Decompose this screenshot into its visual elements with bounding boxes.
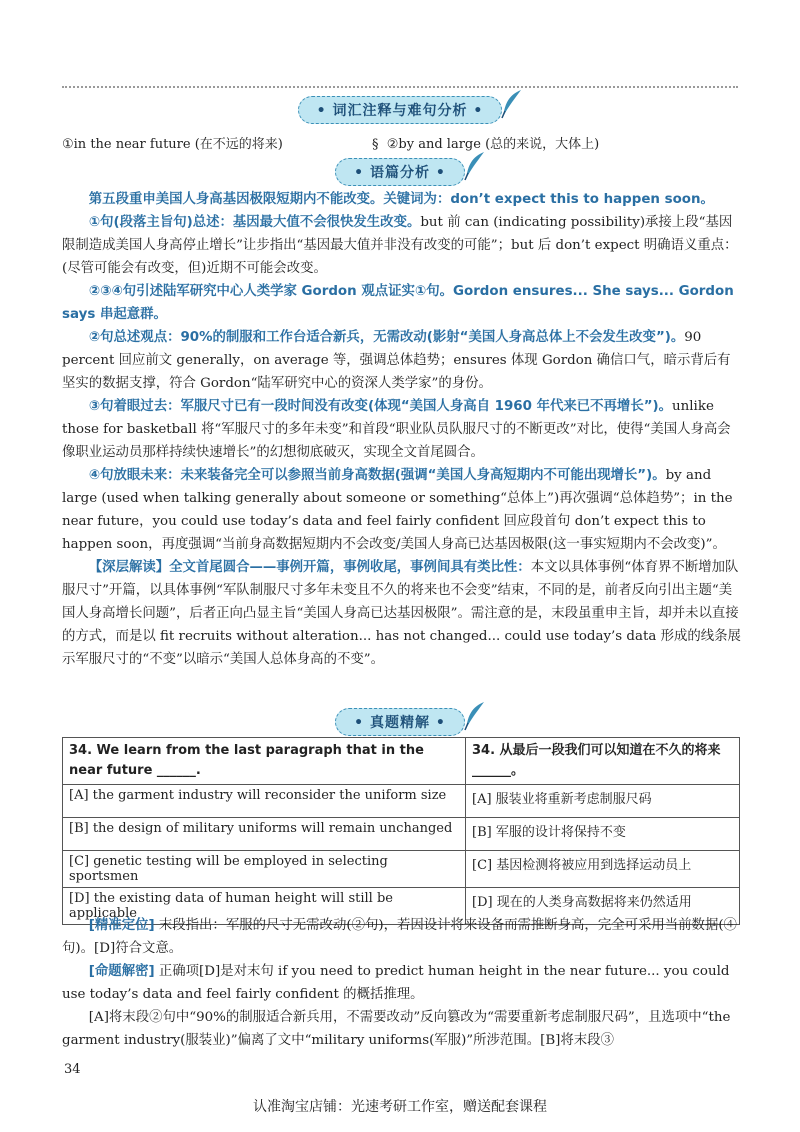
quill-icon xyxy=(499,89,523,119)
p1-summary: ①句(段落主旨句)总述：基因最大值不会很快发生改变。 xyxy=(88,215,421,230)
option-row-b xyxy=(63,818,740,851)
option-a-en: [A] the garment industry will reconsider the uniform size xyxy=(63,785,466,818)
exam-banner-title: • 真题精解 • xyxy=(354,715,446,731)
question-stem-en: 34. We learn from the last paragraph that in the near future ______. xyxy=(63,738,466,785)
deep-reading-text: 本文以具体事例“体育界不断增加队服尺寸”开篇，以具体事例“军队制服尺寸多年未变且不久的将来也不会变”结束，不同的是，前者反向引出主题“美国人身高增长问题”，后者正向凸显主旨“美国人身高已达基因极限”。需注意的是，末段虽重申主旨，却并未以直接的方式，而是以 fit recruits without alteration... has not changed... could use today’s data 形成的线条展示军服尺寸的“不变”以暗示“美国人总体身高的不变”。 xyxy=(62,560,741,667)
answer-analysis xyxy=(62,914,742,1052)
p1-detail: but 前 can (indicating possibility)承接上段“基因限制造成美国人身高停止增长”让步指出“基因最大值并非没有改变的可能”；but 后 don’t expect 明确语义重点：(尽管可能会有改变，但)近期不可能会改变。 xyxy=(62,215,738,276)
deep-reading-label: 【深层解读】全文首尾圆合——事例开篇，事例收尾，事例间具有类比性： xyxy=(88,560,531,575)
discourse-banner-title: • 语篇分析 • xyxy=(354,165,446,181)
option-d-zh: [D] 现在的人类身高数据将来仍然适用 xyxy=(466,888,740,925)
p3-detail: 90 percent 回应前文 generally，on average 等，强调总体趋势；ensures 体现 Gordon 确信口气，暗示背后有坚实的数据支撑，符合 Gordon“陆军研究中心的资深人类学家”的身份。 xyxy=(62,330,731,391)
page-number: 34 xyxy=(64,1062,81,1077)
option-a-zh: [A] 服装业将重新考虑制服尺码 xyxy=(466,785,740,818)
p4-summary: ③句着眼过去：军服尺寸已有一段时间没有改变(体现“美国人身高自 1960 年代来已不再增长”)。 xyxy=(88,399,673,414)
vocab-item-2 xyxy=(372,133,599,152)
section-mark: § xyxy=(372,137,379,152)
option-c-zh: [C] 基因检测将被应用到选择运动员上 xyxy=(466,851,740,888)
question-stem-zh: 34. 从最后一段我们可以知道在不久的将来______。 xyxy=(466,738,740,785)
p2-summary: ②③④句引述陆军研究中心人类学家 Gordon 观点证实①句。Gordon ensures... She says... Gordon says 串起意群。 xyxy=(62,284,734,322)
p5-detail: by and large (used when talking generally about someone or something“总体上”)再次强调“总体趋势”；in the near future，you could use today’s data and feel fairly confident 回应段首句 don’t expect this to happen soon，再度强调“当前身高数据短期内不会改变/美国人身高已达基因极限(这一事实短期内不会改变)”。 xyxy=(62,468,733,552)
locate-text: 末段指出：军服的尺寸无需改动(②句)，若因设计将来设备而需推断身高，完全可采用当前数据(④句)。[D]符合文意。 xyxy=(62,918,737,956)
decode-text: 正确项[D]是对末句 if you need to predict human height in the near future... you could use today’s data and feel fairly confident 的概括推理。 xyxy=(62,964,730,1002)
vocab-item-1: ①in the near future (在不远的将来) xyxy=(62,137,283,152)
locate-label: [精准定位] xyxy=(88,918,155,933)
quill-icon xyxy=(462,701,486,731)
p4-detail: unlike those for basketball 将“军服尺寸的多年未变”和首段“职业队员队服尺寸的不断更改”对比，使得“美国人身高会像职业运动员那样持续快速增长”的幻想彻底破灭，实现全文首尾圆合。 xyxy=(62,399,731,460)
option-b-en: [B] the design of military uniforms will remain unchanged xyxy=(63,818,466,851)
option-c-en: [C] genetic testing will be employed in selecting sportsmen xyxy=(63,851,466,888)
question-table xyxy=(62,737,740,925)
quill-icon xyxy=(462,151,486,181)
vocab-item-2-text: ②by and large (总的来说，大体上) xyxy=(386,137,600,152)
footer-note: 认准淘宝店铺：光速考研工作室，赠送配套课程 xyxy=(253,1099,547,1115)
dotted-divider xyxy=(62,86,738,88)
discourse-analysis xyxy=(62,188,742,671)
p5-summary: ④句放眼未来：未来装备完全可以参照当前身高数据(强调“美国人身高短期内不可能出现增长”)。 xyxy=(88,468,666,483)
wrong-options-text: [A]将末段②句中“90%的制服适合新兵用，不需要改动”反向篡改为“需要重新考虑制服尺码”，且选项中“the garment industry(服装业)”偏离了文中“military uniforms(军服)”所涉范围。[B]将末段③ xyxy=(62,1010,731,1048)
vocab-banner xyxy=(0,96,800,124)
exam-banner xyxy=(0,708,800,736)
vocab-banner-title: • 词汇注释与难句分析 • xyxy=(316,103,484,119)
option-row-c xyxy=(63,851,740,888)
question-stem-row xyxy=(63,738,740,785)
p3-summary: ②句总述观点：90%的制服和工作台适合新兵，无需改动(影射“美国人身高总体上不会发生改变”)。 xyxy=(88,330,685,345)
decode-label: [命题解密] xyxy=(88,964,155,979)
discourse-banner xyxy=(0,158,800,186)
discourse-intro: 第五段重申美国人身高基因极限短期内不能改变。关键词为：don’t expect this to happen soon。 xyxy=(88,192,714,207)
option-b-zh: [B] 军服的设计将保持不变 xyxy=(466,818,740,851)
option-d-en: [D] the existing data of human height will still be applicable xyxy=(63,888,466,925)
option-row-a xyxy=(63,785,740,818)
